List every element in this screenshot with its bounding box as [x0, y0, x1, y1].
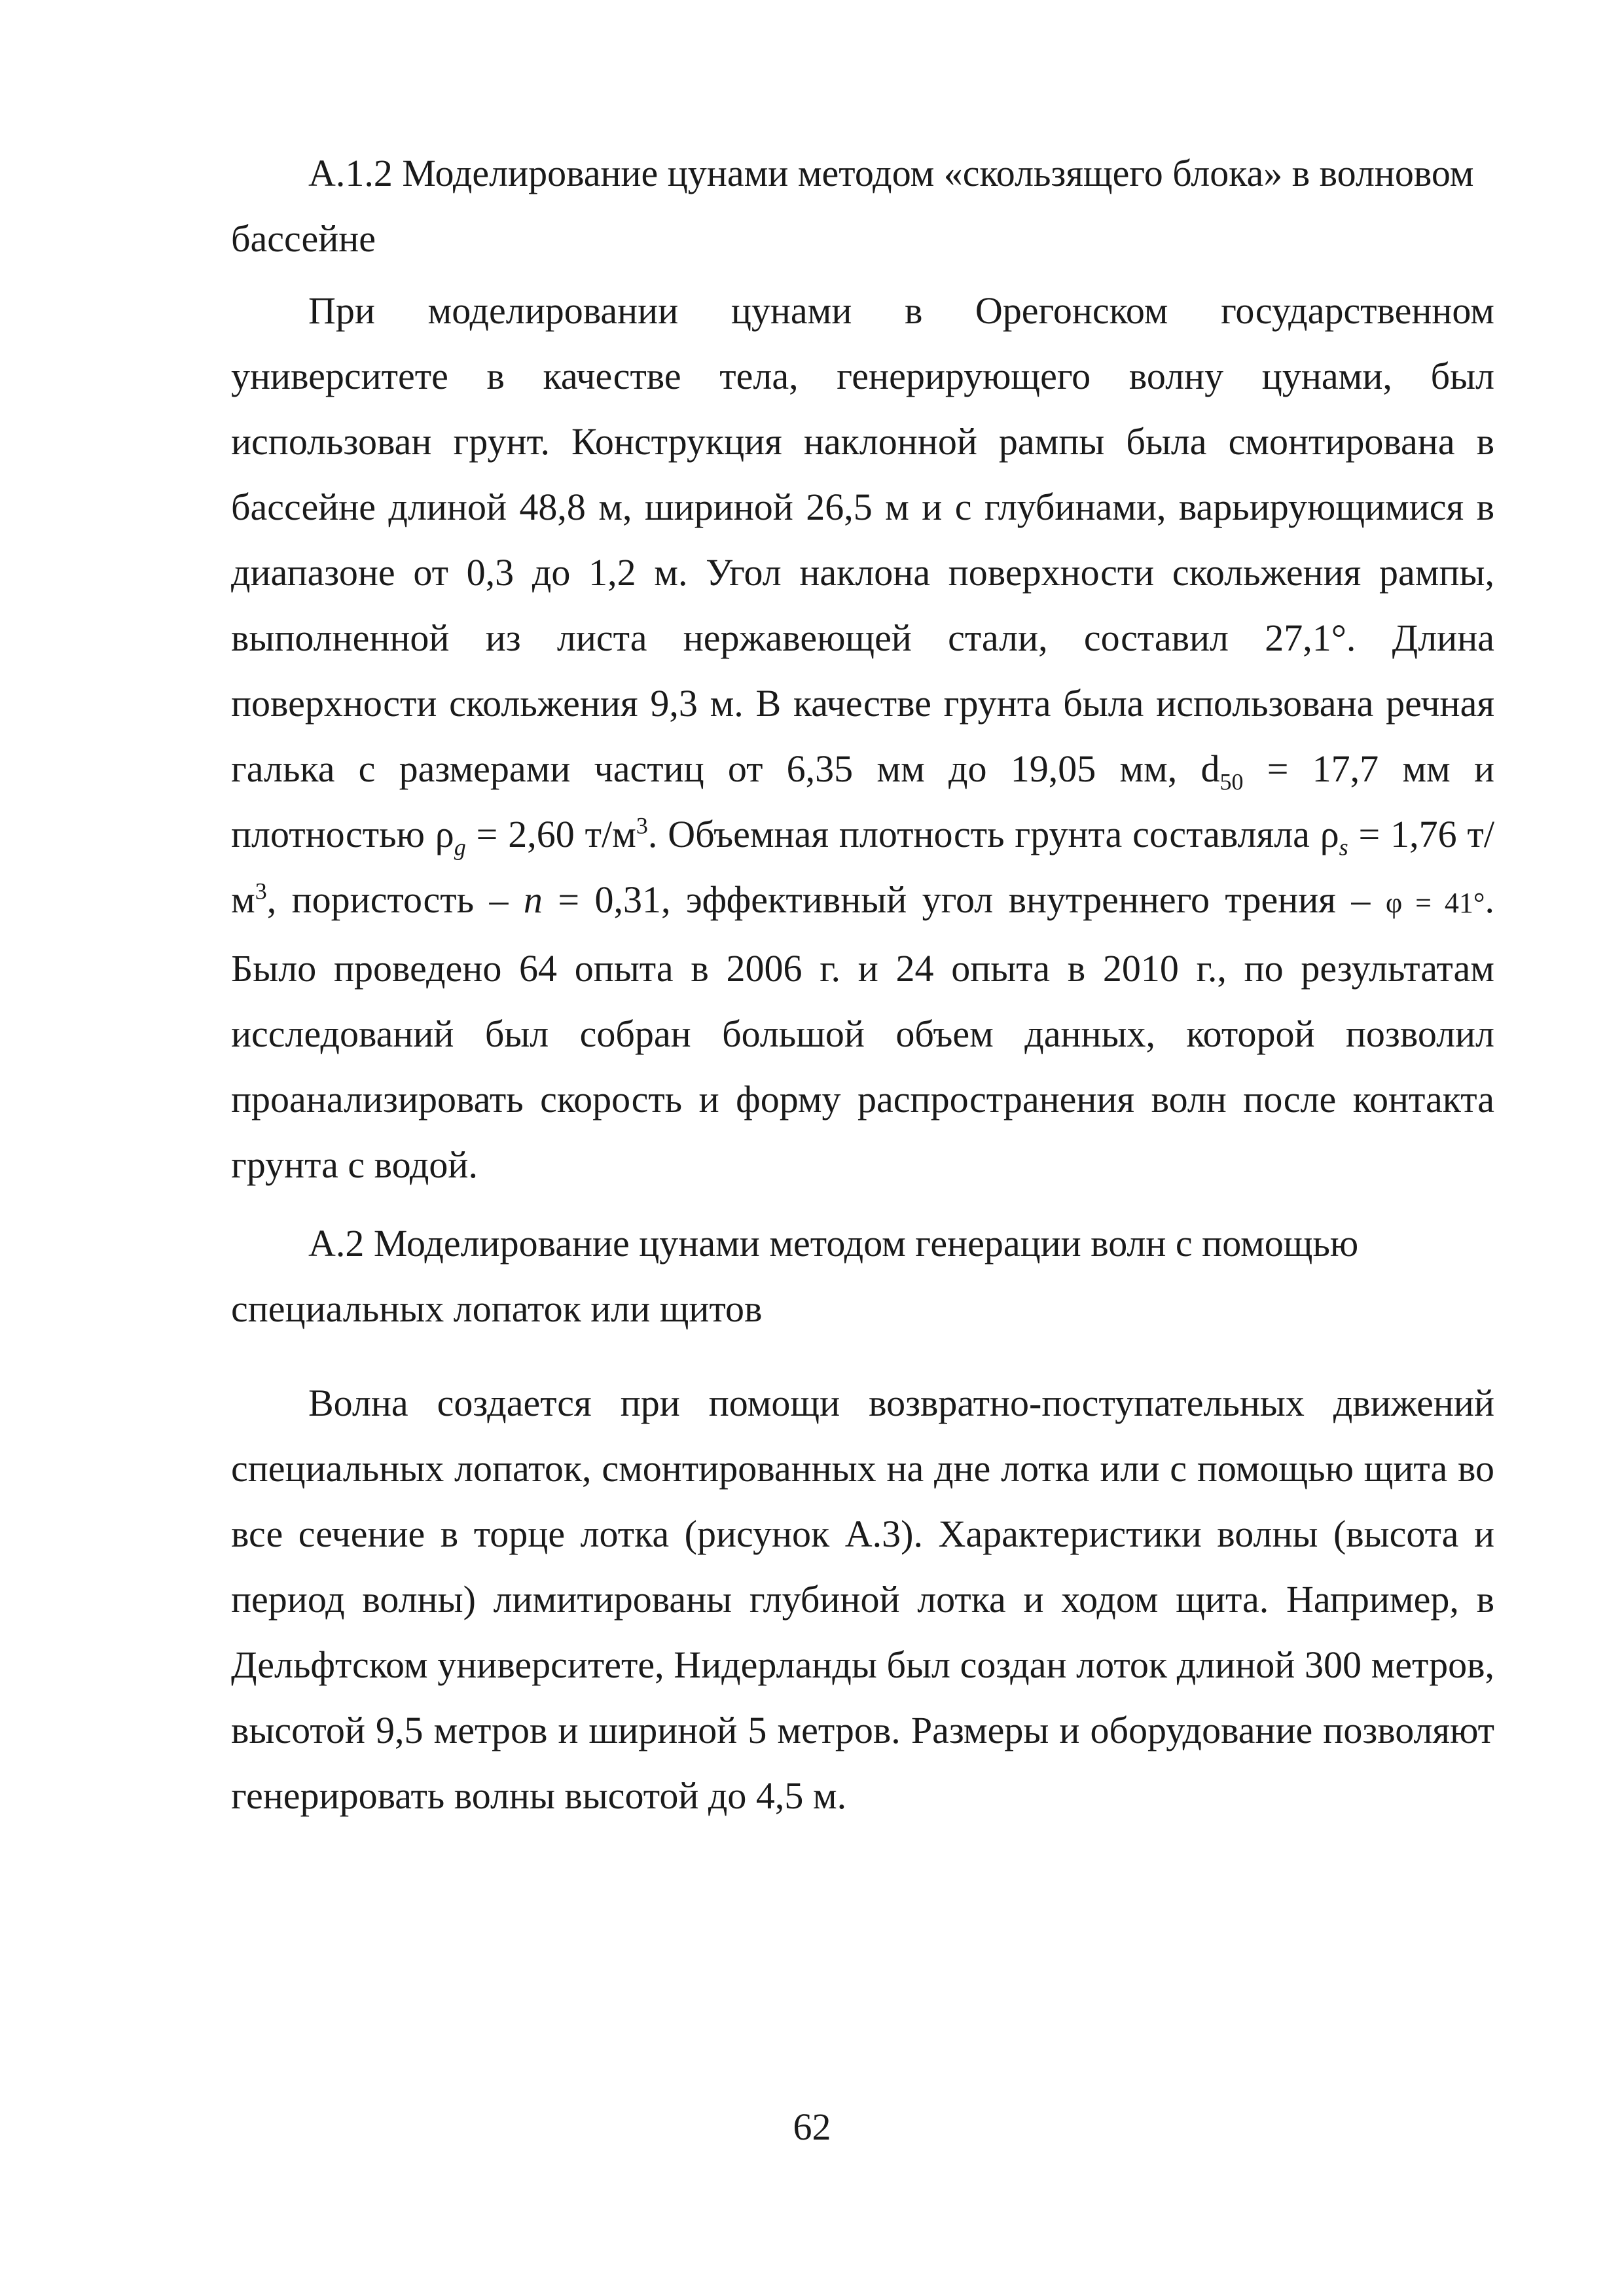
superscript-3: 3 [255, 878, 267, 905]
porosity-symbol: n [523, 878, 543, 921]
paragraph-text: . Было проведено 64 опыта в 2006 г. и 24 опыта в 2010 г., по результатам исследований был собран большой объем данных, которой позволил проанализировать скорость и форму распространения волн после контакта грунта с водой. [231, 878, 1495, 1186]
page-number: 62 [793, 2106, 831, 2148]
subscript-s: s [1339, 834, 1348, 861]
subscript-g: g [454, 834, 466, 861]
paragraph-text: При моделировании цунами в Орегонском государственном университете в качестве тела, генерирующего волну цунами, был использован грунт. Конструкция наклонной рампы была смонтирована в бассейне длиной 48,8 м, шириной 26,5 м и с глубинами, варьирующимися в диапазоне от 0,3 до 1,2 м. Угол наклона поверхности скольжения рампы, выполненной из листа нержавеющей стали, составил 27,1°. Длина поверхности скольжения 9,3 м. В качестве грунта была использована речная галька с размерами частиц от 6,35 мм до 19,05 мм, d [231, 289, 1494, 790]
section-heading-a12: А.1.2 Моделирование цунами методом «скользящего блока» в волновом бассейне [231, 152, 1474, 260]
superscript-3: 3 [636, 812, 648, 839]
paragraph-text: . Объемная плотность грунта составляла ρ [647, 813, 1339, 855]
paragraph-text: = 0,31, эффективный угол внутреннего трения – [542, 878, 1386, 921]
paragraph-text: = 2,60 т/м [465, 813, 636, 855]
document-page [231, 141, 1494, 1829]
paragraph-text: = 17,7 мм и плотностью ρ [231, 747, 1495, 855]
paragraph-sliding-block-experiment [231, 278, 1494, 1198]
friction-angle-formula: φ = 41° [1385, 887, 1485, 919]
section-heading-a2: А.2 Моделирование цунами методом генерации волн с помощью специальных лопаток или щитов [231, 1222, 1359, 1330]
paragraph-text: , пористость – [266, 878, 524, 921]
paragraph-text: = 1,76 т/м [231, 813, 1495, 921]
paragraph-wave-paddle: Волна создается при помощи возвратно-поступательных движений специальных лопаток, смонтированных на дне лотка или с помощью щита во все сечение в торце лотка (рисунок А.3). Характеристики волны (высота и период волны) лимитированы глубиной лотка и ходом щита. Например, в Дельфтском университете, Нидерланды был создан лоток длиной 300 метров, высотой 9,5 метров и шириной 5 метров. Размеры и оборудование позволяют генерировать волны высотой до 4,5 м. [231, 1382, 1494, 1817]
subscript-50: 50 [1219, 768, 1244, 795]
